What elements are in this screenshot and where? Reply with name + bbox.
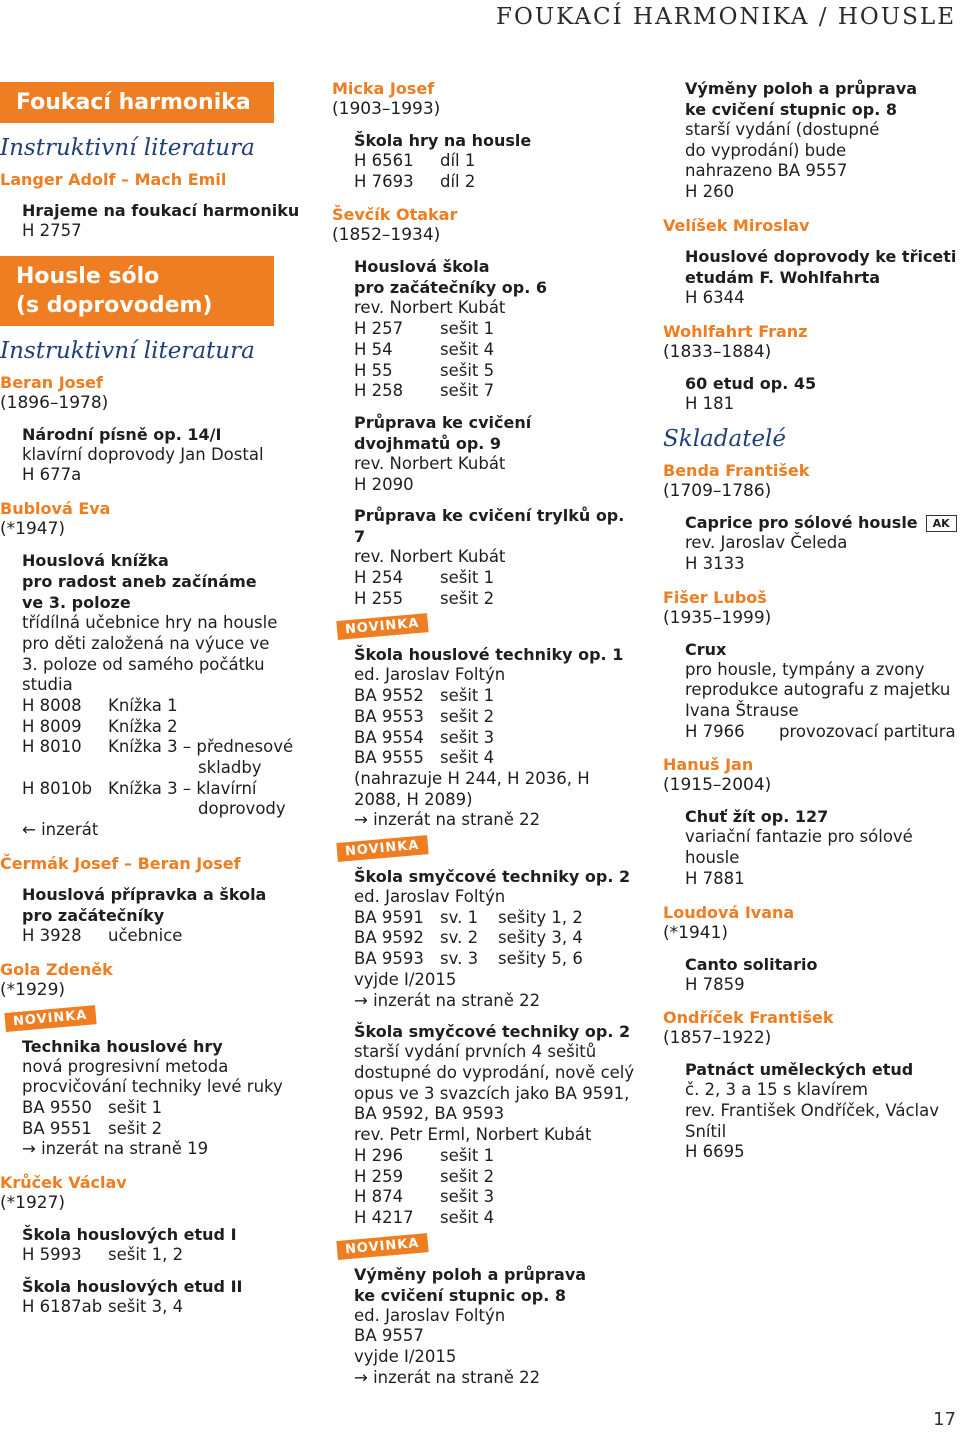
composer-name: Micka Josef bbox=[332, 79, 435, 98]
publication-entry bbox=[354, 130, 637, 192]
catalog-row bbox=[354, 1146, 637, 1167]
catalog-row bbox=[685, 722, 960, 743]
catalog-code: H 7693 bbox=[354, 171, 414, 191]
publication-title: Houslová knížka bbox=[22, 551, 169, 571]
ad-reference: ← inzerát bbox=[22, 820, 99, 840]
publication-entry bbox=[354, 505, 637, 609]
catalog-code: BA 9553 bbox=[354, 706, 424, 726]
composer-dates: (1903–1993) bbox=[332, 99, 441, 119]
catalog-desc: díl 2 bbox=[440, 171, 476, 191]
publication-note: 3. poloze od samého počátku bbox=[22, 654, 265, 674]
new-badge: NOVINKA bbox=[336, 614, 428, 641]
page-number: 17 bbox=[933, 1409, 956, 1430]
publication-title: ve 3. poloze bbox=[22, 593, 131, 613]
publication-entry bbox=[22, 200, 305, 242]
publication-note: č. 2, 3 a 15 s klavírem bbox=[685, 1080, 868, 1100]
catalog-desc: sešit 1 bbox=[440, 1145, 495, 1165]
publication-note: pro housle, tympány a zvony bbox=[685, 659, 925, 679]
composer-dates: (1896–1978) bbox=[0, 392, 109, 413]
composer-dates: (1915–2004) bbox=[663, 775, 772, 796]
catalog-code: H 7966 bbox=[685, 721, 745, 741]
publication-note: procvičování techniky levé ruky bbox=[22, 1077, 283, 1097]
catalog-row bbox=[354, 728, 637, 749]
catalog-row bbox=[22, 1098, 305, 1119]
publication-title: ke cvičení stupnic op. 8 bbox=[685, 100, 897, 119]
catalog-code: H 259 bbox=[354, 1166, 404, 1186]
composer-dates: (*1929) bbox=[0, 979, 66, 1000]
publication-note: opus ve 3 svazcích jako BA 9591, bbox=[354, 1083, 630, 1103]
publication-note: vyjde I/2015 bbox=[354, 969, 457, 989]
catalog-code: H 254 bbox=[354, 568, 404, 588]
catalog-row bbox=[354, 381, 637, 402]
catalog-code: H 2757 bbox=[22, 221, 82, 240]
catalog-row bbox=[354, 928, 637, 949]
composer-name: Wohlfahrt Franz bbox=[663, 321, 808, 341]
column-1 bbox=[0, 78, 305, 1317]
catalog-code: H 8010b bbox=[22, 778, 93, 798]
publication-entry bbox=[354, 866, 637, 1011]
catalog-desc: sešit 1 bbox=[440, 686, 495, 706]
catalog-volume: sv. 3 bbox=[440, 949, 479, 969]
catalog-row bbox=[354, 748, 637, 769]
catalog-code: H 258 bbox=[354, 381, 404, 401]
catalog-code: H 260 bbox=[685, 182, 735, 202]
composer-dates: (*1927) bbox=[0, 1193, 66, 1214]
catalog-desc: Knížka 3 – klavírní bbox=[108, 778, 257, 798]
publication-title-text: Caprice pro sólové housle bbox=[685, 513, 918, 533]
publication-title: Škola smyčcové techniky op. 2 bbox=[354, 867, 631, 887]
catalog-desc: skladby bbox=[198, 758, 262, 778]
catalog-row bbox=[22, 696, 305, 717]
publication-entry bbox=[22, 884, 305, 947]
composer-dates: (1852–1934) bbox=[332, 225, 441, 246]
catalog-desc: sešit 1 bbox=[440, 319, 495, 339]
composer-name: Benda František bbox=[663, 461, 810, 481]
catalog-code: H 7859 bbox=[685, 974, 745, 994]
catalog-code: H 8010 bbox=[22, 737, 82, 757]
catalog-code: BA 9550 bbox=[22, 1097, 92, 1117]
publication-entry bbox=[685, 806, 960, 889]
catalog-code: H 257 bbox=[354, 319, 404, 339]
catalog-row bbox=[354, 340, 637, 361]
publication-title: Škola houslových etud II bbox=[22, 1276, 243, 1296]
publication-title: pro radost aneb začínáme bbox=[22, 572, 257, 592]
publication-note: pro děti založená na výuce ve bbox=[22, 633, 270, 653]
catalog-code: H 3928 bbox=[22, 925, 82, 945]
catalog-volume: sv. 1 bbox=[440, 907, 479, 927]
publication-entry bbox=[354, 256, 637, 402]
composer-name: Ondříček František bbox=[663, 1008, 834, 1028]
catalog-desc: provozovací partitura bbox=[779, 721, 956, 741]
catalog-desc: učebnice bbox=[108, 925, 183, 945]
catalog-code: H 8008 bbox=[22, 695, 82, 715]
category-banner bbox=[0, 256, 274, 326]
publication-note: variační fantazie pro sólové bbox=[685, 827, 913, 847]
catalog-desc: doprovody bbox=[198, 799, 286, 819]
catalog-row bbox=[354, 908, 637, 929]
publication-entry bbox=[22, 1276, 305, 1318]
publication-note: ed. Jaroslav Foltýn bbox=[354, 665, 506, 685]
publication-title: Průprava ke cvičení trylků op. 7 bbox=[354, 506, 625, 547]
composer-dates: (1709–1786) bbox=[663, 481, 772, 502]
ad-reference: → inzerát na straně 22 bbox=[354, 1367, 541, 1387]
composer-name: Velíšek Miroslav bbox=[663, 215, 810, 235]
catalog-desc: sešit 1 bbox=[440, 568, 495, 588]
catalog-row bbox=[354, 1208, 637, 1229]
catalog-row bbox=[354, 589, 637, 610]
banner-line: (s doprovodem) bbox=[16, 292, 213, 318]
catalog-row bbox=[22, 926, 305, 947]
catalog-desc: sešit 2 bbox=[440, 706, 495, 726]
catalog-desc: sešit 3 bbox=[440, 1187, 495, 1207]
composer-dates: (1833–1884) bbox=[663, 341, 772, 362]
catalog-desc: sešit 3 bbox=[440, 727, 495, 747]
catalog-row bbox=[354, 1187, 637, 1208]
composer-name: Fišer Luboš bbox=[663, 587, 767, 607]
publication-title: Škola hry na housle bbox=[354, 131, 532, 150]
publication-entry bbox=[22, 1224, 305, 1266]
catalog-row bbox=[22, 1297, 305, 1318]
catalog-desc: díl 1 bbox=[440, 151, 476, 170]
publication-title: Houslové doprovody ke třiceti bbox=[685, 246, 957, 266]
catalog-desc: sešity 3, 4 bbox=[498, 928, 583, 948]
publication-title: Crux bbox=[685, 639, 727, 659]
publication-note: klavírní doprovody Jan Dostal bbox=[22, 444, 264, 464]
catalog-code: H 6695 bbox=[685, 1142, 745, 1162]
publication-note: dostupné do vyprodání, nově celý bbox=[354, 1062, 635, 1082]
catalog-code: BA 9551 bbox=[22, 1118, 92, 1138]
catalog-desc: sešit 4 bbox=[440, 748, 495, 768]
publication-entry bbox=[22, 424, 305, 486]
catalog-row bbox=[22, 717, 305, 738]
publication-note: housle bbox=[685, 848, 740, 868]
catalog-desc: Knížka 3 – přednesové bbox=[108, 737, 294, 757]
catalog-code: BA 9557 bbox=[354, 1326, 424, 1346]
publication-entry bbox=[685, 373, 960, 415]
catalog-desc: sešit 7 bbox=[440, 381, 495, 401]
catalog-row-cont bbox=[22, 799, 305, 820]
composer-name: Langer Adolf – Mach Emil bbox=[0, 170, 227, 189]
catalog-row bbox=[354, 707, 637, 728]
catalog-code: BA 9591 bbox=[354, 907, 424, 927]
catalog-code: H 181 bbox=[685, 393, 735, 413]
catalog-desc: sešity 5, 6 bbox=[498, 949, 583, 969]
catalog-desc: sešit 1 bbox=[108, 1097, 163, 1117]
composer-dates: (1935–1999) bbox=[663, 607, 772, 628]
catalog-code: H 55 bbox=[354, 360, 393, 380]
publication-title: Výměny poloh a průprava bbox=[354, 1264, 587, 1284]
catalog-volume: sv. 2 bbox=[440, 928, 479, 948]
catalog-code: H 677a bbox=[22, 465, 82, 485]
publication-title: pro začátečníky bbox=[22, 905, 165, 925]
publication-title: ke cvičení stupnic op. 8 bbox=[354, 1285, 566, 1305]
catalog-row bbox=[354, 568, 637, 589]
publication-note: starší vydání (dostupné bbox=[685, 120, 880, 139]
publication-title: Škola houslové techniky op. 1 bbox=[354, 645, 624, 665]
catalog-code: H 5993 bbox=[22, 1245, 82, 1265]
section-heading: Skladatelé bbox=[663, 426, 787, 453]
publication-note: rev. František Ondříček, Václav bbox=[685, 1100, 939, 1120]
composer-name: Čermák Josef – Beran Josef bbox=[0, 853, 241, 873]
catalog-desc: sešit 3, 4 bbox=[108, 1296, 184, 1316]
publication-note: BA 9592, BA 9593 bbox=[354, 1104, 505, 1124]
publication-title: Houslová škola bbox=[354, 257, 490, 277]
publication-entry bbox=[354, 1264, 637, 1389]
catalog-row bbox=[354, 1167, 637, 1188]
publication-title: Průprava ke cvičení bbox=[354, 412, 532, 432]
catalog-desc: sešit 2 bbox=[108, 1118, 163, 1138]
publication-entry bbox=[22, 550, 305, 841]
publication-title: pro začátečníky op. 6 bbox=[354, 278, 548, 298]
catalog-row bbox=[354, 361, 637, 382]
composer-name: Loudová Ivana bbox=[663, 902, 795, 922]
column-3 bbox=[663, 78, 960, 1163]
catalog-desc: sešit 2 bbox=[440, 1166, 495, 1186]
publication-title: Národní písně op. 14/I bbox=[22, 424, 222, 444]
catalog-code: H 54 bbox=[354, 339, 393, 359]
catalog-desc: sešity 1, 2 bbox=[498, 907, 583, 927]
publication-note: Snítil bbox=[685, 1121, 727, 1141]
section-heading: Instruktivní literatura bbox=[0, 337, 255, 364]
catalog-code: H 296 bbox=[354, 1145, 404, 1165]
publication-note: rev. Norbert Kubát bbox=[354, 298, 506, 318]
publication-note: třídílná učebnice hry na housle bbox=[22, 613, 278, 633]
publication-title: 60 etud op. 45 bbox=[685, 373, 817, 393]
catalog-code: H 7881 bbox=[685, 868, 745, 888]
composer-dates: (1857–1922) bbox=[663, 1028, 772, 1049]
publication-note: reprodukce autografu z majetku bbox=[685, 680, 951, 700]
publication-note: rev. Norbert Kubát bbox=[354, 453, 506, 473]
catalog-code: H 874 bbox=[354, 1187, 404, 1207]
catalog-row-cont bbox=[22, 758, 305, 779]
composer-name: Bublová Eva bbox=[0, 499, 111, 519]
publication-note: nahrazeno BA 9557 bbox=[685, 161, 848, 181]
publication-note: rev. Norbert Kubát bbox=[354, 547, 506, 567]
publication-note: do vyprodání) bude bbox=[685, 140, 847, 160]
catalog-desc: sešit 5 bbox=[440, 360, 495, 380]
catalog-code: H 6344 bbox=[685, 287, 745, 307]
banner-line: Housle sólo bbox=[16, 263, 160, 289]
catalog-row bbox=[354, 949, 637, 970]
composer-name: Beran Josef bbox=[0, 372, 103, 392]
ak-badge: AK bbox=[926, 515, 957, 532]
ad-reference: → inzerát na straně 22 bbox=[354, 810, 541, 830]
catalog-code: BA 9552 bbox=[354, 686, 424, 706]
ad-reference: → inzerát na straně 22 bbox=[354, 990, 541, 1010]
catalog-code: BA 9593 bbox=[354, 949, 424, 969]
ad-reference: → inzerát na straně 19 bbox=[22, 1139, 209, 1159]
publication-note: studia bbox=[22, 675, 73, 695]
new-badge: NOVINKA bbox=[336, 835, 428, 862]
publication-title: etudám F. Wohlfahrta bbox=[685, 267, 881, 287]
catalog-desc: Knížka 2 bbox=[108, 716, 178, 736]
publication-title: Škola smyčcové techniky op. 2 bbox=[354, 1022, 631, 1042]
publication-title: Škola houslových etud I bbox=[22, 1225, 237, 1245]
catalog-desc: sešit 4 bbox=[440, 339, 495, 359]
composer-dates: (*1941) bbox=[663, 922, 729, 943]
publication-title: Výměny poloh a průprava bbox=[685, 79, 918, 98]
catalog-desc: Knížka 1 bbox=[108, 695, 178, 715]
catalog-code: H 2090 bbox=[354, 474, 414, 494]
composer-name: Gola Zdeněk bbox=[0, 959, 113, 979]
catalog-desc: sešit 2 bbox=[440, 588, 495, 608]
catalog-row bbox=[354, 151, 637, 172]
catalog-code: H 8009 bbox=[22, 716, 82, 736]
new-badge: NOVINKA bbox=[336, 1233, 428, 1260]
publication-entry bbox=[685, 246, 960, 309]
publication-note: Ivana Štrause bbox=[685, 701, 799, 721]
publication-entry bbox=[354, 412, 637, 495]
publication-note: vyjde I/2015 bbox=[354, 1347, 457, 1367]
catalog-code: BA 9554 bbox=[354, 727, 424, 747]
catalog-row bbox=[22, 737, 305, 758]
new-badge: NOVINKA bbox=[4, 1005, 96, 1032]
publication-entry bbox=[685, 512, 960, 574]
publication-title: Chuť žít op. 127 bbox=[685, 807, 829, 827]
publication-entry bbox=[354, 644, 637, 831]
catalog-row bbox=[354, 172, 637, 193]
publication-note: rev. Jaroslav Čeleda bbox=[685, 533, 848, 553]
publication-note: ed. Jaroslav Foltýn bbox=[354, 887, 506, 907]
catalog-code: H 4217 bbox=[354, 1207, 414, 1227]
catalog-row bbox=[354, 319, 637, 340]
category-banner: Foukací harmonika bbox=[0, 82, 274, 123]
catalog-code: H 6561 bbox=[354, 151, 414, 170]
catalog-code: BA 9592 bbox=[354, 928, 424, 948]
catalog-code: H 3133 bbox=[685, 553, 745, 573]
publication-title bbox=[685, 512, 960, 533]
catalog-code: H 255 bbox=[354, 588, 404, 608]
publication-entry bbox=[685, 639, 960, 743]
publication-note: (nahrazuje H 244, H 2036, H bbox=[354, 768, 590, 788]
publication-note: 2088, H 2089) bbox=[354, 789, 473, 809]
section-heading: Instruktivní literatura bbox=[0, 135, 255, 161]
publication-title: Technika houslové hry bbox=[22, 1036, 223, 1056]
publication-entry bbox=[685, 1059, 960, 1163]
composer-name: Ševčík Otakar bbox=[332, 205, 458, 225]
catalog-row bbox=[22, 779, 305, 800]
catalog-row bbox=[22, 1119, 305, 1140]
catalog-row bbox=[22, 1245, 305, 1266]
composer-dates: (*1947) bbox=[0, 519, 66, 540]
publication-note: ed. Jaroslav Foltýn bbox=[354, 1305, 506, 1325]
publication-note: nová progresivní metoda bbox=[22, 1056, 229, 1076]
composer-name: Krůček Václav bbox=[0, 1173, 127, 1193]
composer-name: Hanuš Jan bbox=[663, 755, 754, 775]
publication-title: dvojhmatů op. 9 bbox=[354, 433, 502, 453]
publication-entry bbox=[685, 78, 960, 203]
publication-title: Houslová přípravka a škola bbox=[22, 884, 267, 904]
catalog-code: H 6187ab bbox=[22, 1296, 103, 1316]
publication-entry bbox=[685, 954, 960, 996]
publication-entry bbox=[22, 1036, 305, 1161]
catalog-code: BA 9555 bbox=[354, 748, 424, 768]
publication-entry bbox=[354, 1021, 637, 1228]
publication-title: Patnáct uměleckých etud bbox=[685, 1060, 914, 1080]
catalog-desc: sešit 4 bbox=[440, 1207, 495, 1227]
running-header: FOUKACÍ HARMONIKA / HOUSLE bbox=[495, 4, 956, 30]
publication-note: rev. Petr Erml, Norbert Kubát bbox=[354, 1125, 592, 1145]
publication-title: Hrajeme na foukací harmoniku bbox=[22, 201, 300, 220]
catalog-row bbox=[354, 686, 637, 707]
catalog-desc: sešit 1, 2 bbox=[108, 1245, 184, 1265]
publication-note: starší vydání prvních 4 sešitů bbox=[354, 1042, 597, 1062]
publication-title: Canto solitario bbox=[685, 954, 818, 974]
column-2 bbox=[332, 78, 637, 1388]
